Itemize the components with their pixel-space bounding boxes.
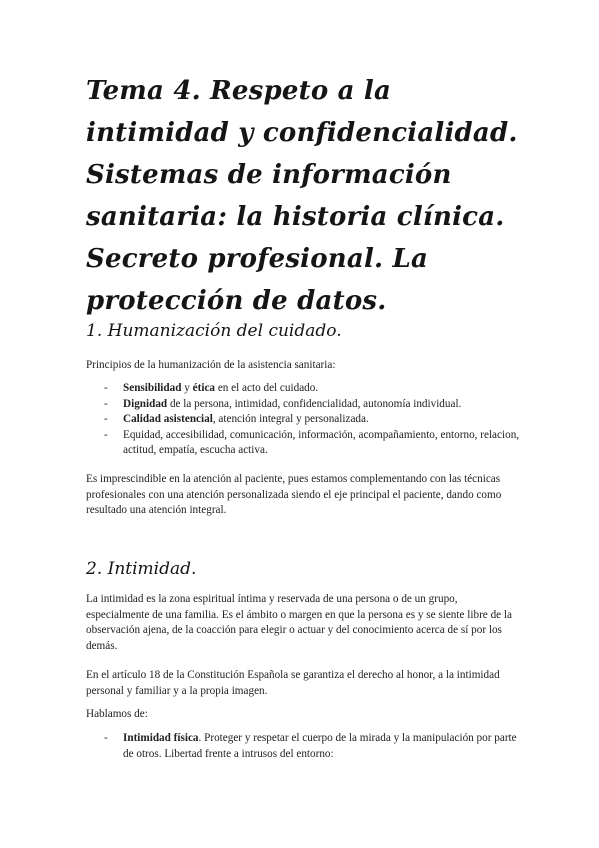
list-item: [86, 397, 520, 413]
list-item-text: y: [181, 382, 193, 394]
document-title: Tema 4. Respeto a la intimidad y confidencialidad. Sistemas de información sanitaria: la historia clínica. Secreto profesional. La protección de datos.: [86, 76, 518, 316]
section1-paragraph: Es imprescindible en la atención al paciente, pues estamos complementando con las técnicas profesionales con una atención personalizada siendo el eje principal el paciente, dando como resultado una atención integral.: [86, 473, 502, 517]
dash-bullet: -: [104, 428, 108, 441]
list-item: [86, 731, 520, 762]
dash-bullet: -: [104, 382, 108, 394]
list-item-text: Equidad, accesibilidad, comunicación, información, acompañamiento, entorno, relacion, actitud, empatía, escucha activa.: [123, 428, 520, 457]
section-heading-humanizacion: 1. Humanización del cuidado.: [86, 321, 342, 341]
section1-list: [86, 381, 520, 459]
dash-bullet: -: [104, 732, 108, 744]
list-item-text: en el acto del cuidado.: [215, 382, 319, 394]
list-item-bold: ética: [192, 382, 216, 394]
list-item-bold: Calidad asistencial: [123, 413, 213, 426]
list-item-bold: Dignidad: [123, 397, 168, 410]
list-item: [86, 381, 520, 397]
section1-intro: Principios de la humanización de la asistencia sanitaria:: [86, 359, 336, 371]
list-item: [86, 412, 520, 428]
section2-paragraph-2: En el artículo 18 de la Constitución Española se garantiza el derecho al honor, a la intimidad personal y familiar y a la propia imagen.: [86, 669, 500, 697]
dash-bullet: -: [104, 413, 108, 426]
section2-paragraph-1: La intimidad es la zona espiritual íntima y reservada de una persona o de un grupo, especialmente de una familia. Es el ámbito o margen en que la persona es y se siente libre de la observación ajena, de la coacción para elegir o actuar y del conocimiento acerca de sí por los demás.: [86, 593, 513, 652]
section2-paragraph-3: Hablamos de:: [86, 708, 148, 720]
list-item-bold: Intimidad física: [123, 732, 199, 744]
list-item-text: . Proteger y respetar el cuerpo de la mirada y la manipulación por parte de otros. Libertad frente a intrusos del entorno:: [123, 732, 517, 760]
list-item-bold: Sensibilidad: [123, 382, 182, 394]
section-heading-intimidad: 2. Intimidad.: [86, 559, 197, 579]
list-item: [86, 428, 520, 459]
section2-list: [86, 731, 520, 762]
list-item-text: de la persona, intimidad, confidencialidad, autonomía individual.: [167, 397, 462, 410]
dash-bullet: -: [104, 397, 108, 410]
list-item-text: , atención integral y personalizada.: [212, 413, 369, 426]
